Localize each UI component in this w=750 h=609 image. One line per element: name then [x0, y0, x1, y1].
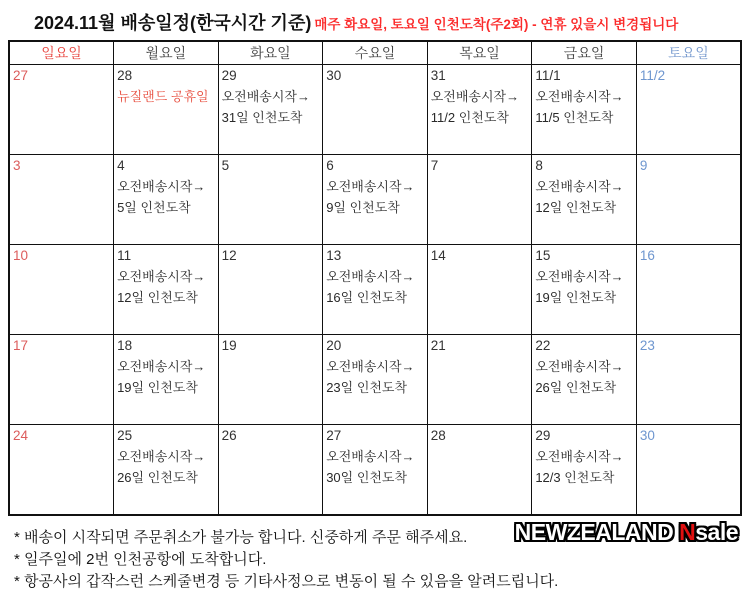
calendar-cell	[427, 245, 532, 335]
footnote-line: * 배송이 시작되면 주문취소가 불가능 합니다. 신중하게 주문 해주세요.	[14, 529, 468, 546]
delivery-note-line: 5일 인천도착	[117, 200, 191, 215]
weekday-header-5: 금요일	[532, 41, 637, 65]
delivery-note-line: 30일 인천도착	[326, 470, 408, 485]
date-number: 17	[13, 338, 29, 353]
delivery-note-line: 16일 인천도착	[326, 290, 408, 305]
delivery-note-line: 11/5 인천도착	[535, 110, 614, 125]
calendar-cell	[114, 155, 219, 245]
delivery-note-line: 12일 인천도착	[535, 200, 617, 215]
calendar-cell	[532, 65, 637, 155]
delivery-note-line: 오전배송시작→	[535, 269, 624, 284]
calendar-cell	[114, 245, 219, 335]
calendar-cell	[636, 65, 741, 155]
calendar-cell	[532, 335, 637, 425]
calendar-week-row	[9, 335, 741, 425]
calendar-cell	[9, 425, 114, 516]
calendar-cell	[427, 65, 532, 155]
calendar-cell	[427, 155, 532, 245]
date-number: 4	[117, 158, 125, 173]
weekday-header-4: 목요일	[427, 41, 532, 65]
date-number: 7	[430, 158, 439, 173]
calendar-cell	[323, 155, 428, 245]
calendar-cell	[114, 65, 219, 155]
calendar-cell	[218, 245, 323, 335]
calendar-cell	[323, 65, 428, 155]
delivery-note-line: 31일 인천도착	[221, 110, 303, 125]
calendar-cell	[532, 425, 637, 516]
calendar-cell	[9, 155, 114, 245]
delivery-note-line: 26일 인천도착	[535, 380, 617, 395]
logo-text-newzealand: NEWZEALAND	[514, 519, 680, 545]
logo-letter-n: N	[679, 519, 696, 545]
date-number: 10	[13, 248, 29, 263]
delivery-note-line: 19일 인천도착	[117, 380, 198, 395]
date-number: 14	[430, 248, 446, 263]
calendar-cell	[218, 65, 323, 155]
date-number: 28	[117, 68, 133, 83]
date-number: 29	[221, 68, 237, 83]
delivery-note-line: 오전배송시작→	[535, 359, 624, 374]
calendar-week-row	[9, 245, 741, 335]
calendar-cell	[532, 155, 637, 245]
calendar-cell	[427, 425, 532, 516]
calendar-body	[9, 65, 741, 516]
delivery-note-line: 오전배송시작→	[117, 449, 206, 464]
weekday-header-3: 수요일	[323, 41, 428, 65]
newzealand-nsale-logo	[515, 519, 738, 546]
date-number: 22	[535, 338, 551, 353]
date-number: 8	[535, 158, 543, 173]
delivery-note-line: 오전배송시작→	[326, 179, 415, 194]
date-number: 21	[430, 338, 446, 353]
date-number: 20	[326, 338, 342, 353]
delivery-note-line: 12/3 인천도착	[535, 470, 615, 485]
calendar-week-row	[9, 425, 741, 516]
date-number: 12	[221, 248, 237, 263]
date-number: 9	[639, 158, 648, 173]
delivery-note-line: 오전배송시작→	[535, 449, 624, 464]
delivery-note-line: 오전배송시작→	[117, 179, 206, 194]
delivery-note-line: 오전배송시작→	[117, 359, 206, 374]
calendar-cell	[636, 155, 741, 245]
date-number: 30	[639, 428, 655, 443]
date-number: 23	[639, 338, 655, 353]
date-number: 16	[639, 248, 655, 263]
calendar-cell	[218, 335, 323, 425]
date-number: 11/1	[535, 68, 561, 83]
date-number: 19	[221, 338, 237, 353]
weekday-header-2: 화요일	[218, 41, 323, 65]
date-number: 30	[326, 68, 342, 83]
footnote-line: * 항공사의 갑작스런 스케줄변경 등 기타사정으로 변동이 될 수 있음을 알려드립니다.	[14, 573, 559, 590]
delivery-note-line: 23일 인천도착	[326, 380, 408, 395]
calendar-cell	[323, 245, 428, 335]
delivery-note-line: 뉴질랜드 공휴일	[117, 89, 209, 104]
calendar-cell	[114, 425, 219, 516]
date-number: 11/2	[639, 68, 666, 83]
delivery-note-line: 오전배송시작→	[117, 269, 206, 284]
logo-text-sale: sale	[695, 519, 738, 545]
calendar-cell	[532, 245, 637, 335]
page-subtitle: 매주 화요일, 토요일 인천도착(주2회) - 연휴 있을시 변경됩니다	[314, 17, 679, 32]
date-number: 18	[117, 338, 133, 353]
calendar-header	[9, 41, 741, 65]
delivery-note-line: 오전배송시작→	[221, 89, 310, 104]
calendar-cell	[9, 65, 114, 155]
weekday-row	[9, 41, 741, 65]
delivery-note-line: 9일 인천도착	[326, 200, 400, 215]
date-number: 27	[326, 428, 342, 443]
calendar-week-row	[9, 65, 741, 155]
weekday-header-6: 토요일	[636, 41, 741, 65]
date-number: 27	[13, 68, 29, 83]
date-number: 28	[430, 428, 446, 443]
delivery-note-line: 오전배송시작→	[326, 269, 415, 284]
calendar-cell	[427, 335, 532, 425]
calendar-cell	[636, 425, 741, 516]
title-bar	[0, 0, 750, 35]
weekday-header-0: 일요일	[9, 41, 114, 65]
footnote-line: * 일주일에 2번 인천공항에 도착합니다.	[14, 551, 267, 568]
weekday-header-1: 월요일	[114, 41, 219, 65]
calendar-cell	[323, 425, 428, 516]
date-number: 5	[221, 158, 230, 173]
date-number: 29	[535, 428, 551, 443]
page-title: 2024.11월 배송일정(한국시간 기준)	[34, 13, 312, 33]
calendar-cell	[636, 245, 741, 335]
date-number: 11	[117, 248, 132, 263]
delivery-note-line: 11/2 인천도착	[430, 110, 509, 125]
delivery-note-line: 26일 인천도착	[117, 470, 198, 485]
delivery-note-line: 19일 인천도착	[535, 290, 617, 305]
date-number: 26	[221, 428, 237, 443]
calendar-week-row	[9, 155, 741, 245]
date-number: 15	[535, 248, 551, 263]
delivery-note-line: 오전배송시작→	[326, 449, 415, 464]
calendar-cell	[218, 425, 323, 516]
date-number: 24	[13, 428, 29, 443]
delivery-note-line: 오전배송시작→	[430, 89, 520, 104]
calendar-cell	[218, 155, 323, 245]
delivery-note-line: 오전배송시작→	[535, 179, 624, 194]
date-number: 13	[326, 248, 342, 263]
calendar-cell	[9, 335, 114, 425]
date-number: 3	[13, 158, 21, 173]
calendar-cell	[9, 245, 114, 335]
date-number: 31	[430, 68, 446, 83]
delivery-note-line: 12일 인천도착	[117, 290, 198, 305]
calendar-table	[8, 40, 742, 516]
calendar-cell	[323, 335, 428, 425]
date-number: 6	[326, 158, 334, 173]
delivery-note-line: 오전배송시작→	[535, 89, 624, 104]
calendar-cell	[114, 335, 219, 425]
calendar-cell	[636, 335, 741, 425]
delivery-note-line: 오전배송시작→	[326, 359, 415, 374]
date-number: 25	[117, 428, 133, 443]
